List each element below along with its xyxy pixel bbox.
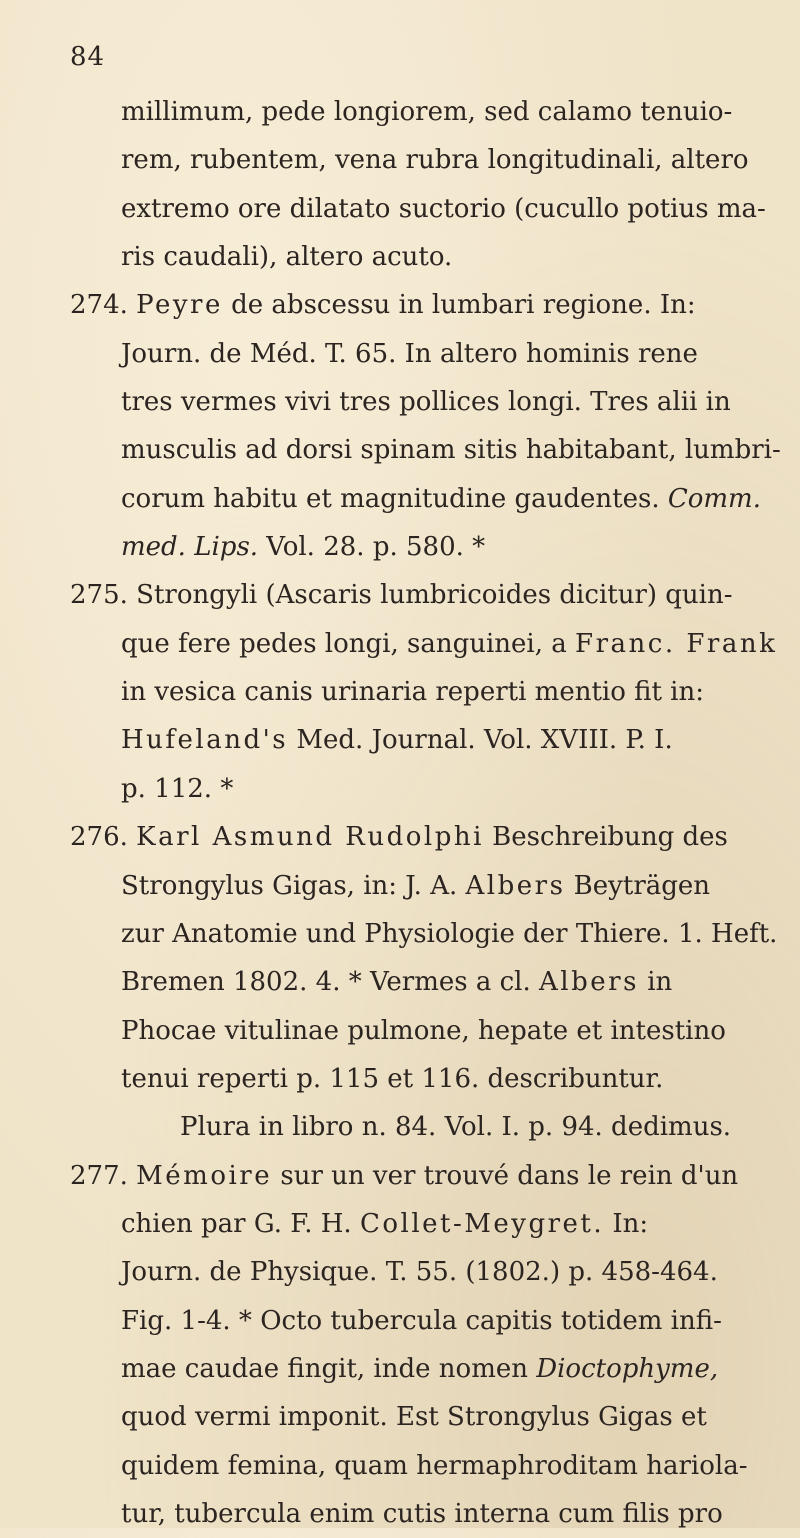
text-line <box>121 620 777 668</box>
text-line: musculis ad dorsi spinam sitis habitabant, lumbri- <box>121 435 781 465</box>
text-span: in <box>638 967 673 997</box>
text-line <box>121 475 761 523</box>
text-line: quod vermi imponit. Est Strongylus Gigas et <box>121 1402 707 1432</box>
entry-title: sur un ver trouvé dans le rein d'un <box>272 1161 739 1191</box>
text-span: Vol. 28. p. 580. * <box>258 532 486 562</box>
text-span: In: <box>604 1209 649 1239</box>
text-span: Strongylus Gigas, in: J. A. <box>121 871 466 901</box>
text-line: extremo ore dilatato suctorio (cucullo potius ma- <box>121 194 766 224</box>
text-line <box>121 523 485 571</box>
text-line: ris caudali), altero acuto. <box>121 242 453 272</box>
text-line <box>121 862 710 910</box>
text-line <box>121 716 673 764</box>
author-name: Hufeland's <box>121 725 289 755</box>
author-name: Collet-Meygret. <box>359 1209 605 1239</box>
text-line: p. 112. * <box>121 774 234 804</box>
text-line: millimum, pede longiorem, sed calamo tenuio- <box>121 97 733 127</box>
entry-274-heading <box>70 281 696 329</box>
entry-title: Strongyli (Ascaris lumbricoides dicitur) quin- <box>127 580 733 610</box>
text-span: chien par G. F. H. <box>121 1209 360 1239</box>
text-span: corum habitu et magnitudine gaudentes. <box>121 484 668 514</box>
text-line: tur, tubercula enim cutis interna cum filis pro <box>121 1499 723 1529</box>
text-line: Phocae vitulinae pulmone, hepate et intestino <box>121 1016 726 1046</box>
author-name: Albers <box>539 967 639 997</box>
work-title: Mémoire <box>136 1161 273 1191</box>
text-line: tres vermes vivi tres pollices longi. Tres alii in <box>121 387 731 417</box>
author-name: Albers <box>465 871 566 901</box>
text-line <box>121 1297 722 1345</box>
text-line: zur Anatomie und Physiologie der Thiere. 1. Heft. <box>121 919 778 949</box>
text-line: in vesica canis urinaria reperti mentio fit in: <box>121 677 705 707</box>
text-line <box>121 1490 723 1538</box>
text-line <box>121 1442 747 1490</box>
text-line <box>121 1393 707 1441</box>
text-span: mae caudae fingit, inde nomen <box>121 1354 537 1384</box>
text-line <box>121 1200 648 1248</box>
entry-275-heading <box>70 571 733 619</box>
text-span: Bremen 1802. 4. * Vermes a cl. <box>121 967 540 997</box>
text-line: quidem femina, quam hermaphroditam hariola- <box>121 1451 748 1481</box>
author-name: Franc. Frank <box>575 629 778 659</box>
entry-title: Beschreibung des <box>483 822 728 852</box>
entry-title: de abscessu in lumbari regione. In: <box>222 290 696 320</box>
entry-number: 277. <box>70 1161 128 1191</box>
text-span: que fere pedes longi, sanguinei, a <box>121 629 576 659</box>
text-line <box>121 1345 718 1393</box>
entry-number: 274. <box>70 290 128 320</box>
entry-277-heading <box>70 1152 738 1200</box>
text-line <box>121 958 672 1006</box>
text-span: Beyträgen <box>565 871 711 901</box>
text-line: Fig. 1-4. * Octo tubercula capitis totidem infi- <box>121 1306 722 1336</box>
journal-abbrev: med. Lips. <box>121 532 259 562</box>
text-line: Journ. de Physique. T. 55. (1802.) p. 458-464. <box>121 1257 718 1287</box>
journal-abbrev: Comm. <box>667 484 761 514</box>
entry-276-heading <box>70 813 728 861</box>
genus-name: Dioctophyme, <box>536 1354 719 1384</box>
author-name: Karl Asmund Rudolphi <box>136 822 484 852</box>
entry-number: 275. <box>70 580 128 610</box>
text-span: Med. Journal. Vol. XVIII. P. I. <box>288 725 673 755</box>
entry-number: 276. <box>70 822 128 852</box>
text-line: Journ. de Méd. T. 65. In altero hominis rene <box>121 339 698 369</box>
text-line: tenui reperti p. 115 et 116. describuntur. <box>121 1064 664 1094</box>
author-name: Peyre <box>136 290 223 320</box>
text-line: Plura in libro n. 84. Vol. I. p. 94. dedimus. <box>180 1112 732 1142</box>
text-line: rem, rubentem, vena rubra longitudinali, altero <box>121 145 749 175</box>
page-number: 84 <box>70 42 106 72</box>
